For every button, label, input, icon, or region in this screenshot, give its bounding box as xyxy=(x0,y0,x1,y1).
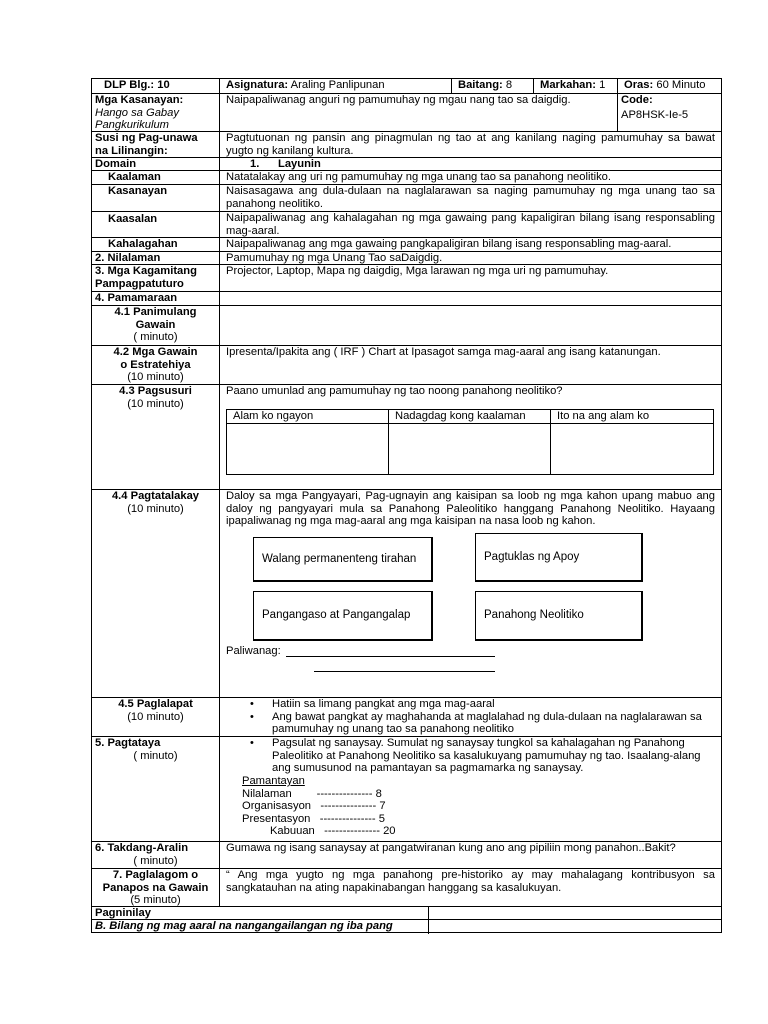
oras-cell xyxy=(618,79,721,93)
oras-value: 60 Minuto xyxy=(656,79,706,91)
kaalaman-label: Kaalaman xyxy=(92,171,220,184)
flow-box-pangangaso: Pangangaso at Pangangalap xyxy=(253,591,433,641)
s44-label-cell xyxy=(92,490,220,697)
rubric xyxy=(242,775,396,838)
domain-label: Domain xyxy=(92,158,220,170)
nilalaman-text: Pamumuhay ng mga Unang Tao saDaigdig. xyxy=(226,252,443,264)
kagamitan-label-2: Pampagpatuturo xyxy=(95,277,184,290)
kasanayan-sub1: Hango sa Gabay xyxy=(95,106,179,119)
kahalagahan-label: Kahalagahan xyxy=(92,238,220,251)
s41-label-2: Gawain xyxy=(135,318,176,331)
kasanayan-domain-row xyxy=(92,185,721,212)
s6-row xyxy=(92,842,721,869)
s5-label-1: 5. Pagtataya xyxy=(95,737,161,749)
rubric-organisasyon: Organisasyon --------------- 7 xyxy=(242,800,386,812)
s44-label-1: 4.4 Pagtatalakay xyxy=(111,490,200,502)
baitang-label: Baitang: xyxy=(458,79,503,91)
flow-box-pagtuklas-apoy: Pagtuklas ng Apoy xyxy=(475,533,643,582)
s44-label-2: (10 minuto) xyxy=(127,502,184,515)
baitang-cell xyxy=(452,79,534,93)
s7-text: “ Ang mga yugto ng mga panahong pre-historiko ay may mahalagang kontribusyon sa sangkatauhan na ating napakinabangan hanggang sa kasalukuyan. xyxy=(226,869,715,894)
baitang-value: 8 xyxy=(505,79,513,91)
nilalaman-label: 2. Nilalaman xyxy=(92,252,220,264)
kasanayan-label: Mga Kasanayan: xyxy=(95,94,184,106)
irf-chart xyxy=(226,409,714,475)
s45-label-2: (10 minuto) xyxy=(127,710,184,723)
rubric-nilalaman: Nilalaman --------------- 8 xyxy=(242,787,382,800)
s45-label-cell xyxy=(92,698,220,736)
domain-row xyxy=(92,158,721,171)
paliwanag-line-1[interactable] xyxy=(286,656,495,657)
dlp-number: DLP Blg.: 10 xyxy=(104,79,170,91)
s42-label-2: o Estratehiya xyxy=(120,358,191,371)
s7-label-2: Panapos na Gawain xyxy=(102,881,209,894)
layunin-heading: 1. Layunin xyxy=(250,158,321,170)
flow-box-panahong-neolitiko: Panahong Neolitiko xyxy=(475,591,643,641)
paliwanag-line-2[interactable] xyxy=(314,671,495,672)
header-row xyxy=(92,79,721,94)
rubric-kabuuan: Kabuuan --------------- 20 xyxy=(242,825,396,837)
susi-row xyxy=(92,132,721,158)
markahan-cell xyxy=(534,79,618,93)
s44-row xyxy=(92,490,721,698)
s42-label-1: 4.2 Mga Gawain xyxy=(113,346,198,358)
asignatura-value: Araling Panlipunan xyxy=(290,79,385,91)
s45-item-2: • Ang bawat pangkat ay maghahanda at maglalahad ng dula-dulaan na naglalarawan sa pamumuhay ng unang tao sa panahong neolitiko xyxy=(220,711,715,736)
asignatura-cell xyxy=(220,79,452,93)
pamamaraan-label: 4. Pamamaraan xyxy=(92,292,220,305)
kasanayan-row xyxy=(92,94,721,132)
s44-content xyxy=(220,490,721,697)
s7-label-3: (5 minuto) xyxy=(130,894,181,906)
s7-label-1: 7. Paglalagom o xyxy=(112,869,199,881)
rubric-title: Pamantayan xyxy=(242,775,305,787)
kagamitan-label-1: 3. Mga Kagamitang xyxy=(95,265,197,277)
kasanayan-label-cell xyxy=(92,94,220,131)
susi-label-1: Susi ng Pag-unawa xyxy=(95,132,198,144)
bilang-value[interactable] xyxy=(429,920,721,934)
kaasalan-row xyxy=(92,212,721,238)
s42-label-cell xyxy=(92,346,220,384)
s7-row xyxy=(92,869,721,907)
s6-label-cell xyxy=(92,842,220,868)
kasanayan-text: Naipapaliwanag anguri ng pamumuhay ng mgau nang tao sa daigdig. xyxy=(226,94,571,106)
s45-row xyxy=(92,698,721,737)
s41-label-1: 4.1 Panimulang xyxy=(114,306,197,318)
pagninilay-value[interactable] xyxy=(429,907,721,919)
s5-item: • Pagsulat ng sanaysay. Sumulat ng sanaysay tungkol sa kahalagahan ng Panahong Paleolitiko at Panahong Neolitiko sa kasalukuyang pamumuhay ng tao. Isaalang-alang ang sumusunod na pamantayan sa pagmamarka ng sanaysay. xyxy=(220,737,715,775)
s43-question: Paano umunlad ang pamumuhay ng tao noong panahong neolitiko? xyxy=(226,385,563,397)
kasanayan-domain-text: Naisasagawa ang dula-dulaan na naglalarawan sa naging pamumuhay ng mga unang tao sa panahong neolitiko. xyxy=(226,185,715,210)
s43-row xyxy=(92,385,721,490)
susi-label-2: na Lilinangin: xyxy=(95,144,168,157)
s42-label-3: (10 minuto) xyxy=(127,371,184,383)
s6-label-2: ( minuto) xyxy=(133,854,178,867)
bilang-row xyxy=(92,920,721,934)
s43-label-1: 4.3 Pagsusuri xyxy=(119,385,192,397)
code-label: Code: xyxy=(621,94,653,106)
irf-header-ito-na: Ito na ang alam ko xyxy=(551,410,713,424)
kasanayan-domain-label: Kasanayan xyxy=(92,185,220,211)
nilalaman-row xyxy=(92,252,721,265)
lesson-plan-table xyxy=(91,78,722,933)
code-cell xyxy=(618,94,721,131)
kasanayan-sub2: Pangkurikulum xyxy=(95,119,169,131)
flow-box-walang-tirahan: Walang permanenteng tirahan xyxy=(253,537,433,582)
kagamitan-text: Projector, Laptop, Mapa ng daigdig, Mga larawan ng mga uri ng pamumuhay. xyxy=(226,265,609,277)
paliwanag-label: Paliwanag: xyxy=(226,645,281,657)
s41-label-3: ( minuto) xyxy=(133,331,178,343)
s43-content xyxy=(220,385,721,489)
s43-label-2: (10 minuto) xyxy=(127,397,184,410)
pamamaraan-row xyxy=(92,292,721,306)
s42-row xyxy=(92,346,721,385)
kaasalan-label: Kaasalan xyxy=(92,212,220,237)
pagninilay-label: Pagninilay xyxy=(92,907,429,919)
dlp-number-cell xyxy=(92,79,220,93)
irf-cell-alam[interactable] xyxy=(227,424,389,474)
s45-item-1: • Hatiin sa limang pangkat ang mga mag-aaral xyxy=(220,698,715,711)
s44-text: Daloy sa mga Pangyayari, Pag-ugnayin ang kaisipan sa loob ng mga kahon upang mabuo ang daloy ng pangyayari mula sa Panahong Paleolitiko hanggang Panahong Neolitiko. Hayaang ipapaliwanag ng mga mag-aaral ang mga kaisipan na nasa loob ng kahon. xyxy=(226,490,715,527)
rubric-presentasyon: Presentasyon --------------- 5 xyxy=(242,812,385,825)
kagamitan-row xyxy=(92,265,721,292)
oras-label: Oras: xyxy=(624,79,654,91)
s45-content xyxy=(220,698,721,736)
code-value: AP8HSK-Ie-5 xyxy=(621,108,689,121)
bilang-label: B. Bilang ng mag aaral na nangangailangan ng iba pang xyxy=(92,920,429,934)
s45-label-1: 4.5 Paglalapat xyxy=(118,698,193,710)
kaasalan-text: Naipapaliwanag ang kahalagahan ng mga gawaing pang kapaligiran bilang isang responsabling mag-aaral. xyxy=(226,212,715,237)
pagninilay-row xyxy=(92,907,721,920)
s43-label-cell xyxy=(92,385,220,489)
s5-row xyxy=(92,737,721,842)
s7-label-cell xyxy=(92,869,220,906)
s6-label-1: 6. Takdang-Aralin xyxy=(95,842,189,854)
markahan-label: Markahan: xyxy=(540,79,596,91)
kahalagahan-text: Naipapaliwanag ang mga gawaing pangkapaligiran bilang isang responsabling mag-aaral. xyxy=(226,238,672,250)
s45-list xyxy=(220,698,715,736)
markahan-value: 1 xyxy=(599,79,606,91)
kahalagahan-row xyxy=(92,238,721,252)
kagamitan-label-cell xyxy=(92,265,220,291)
irf-cell-nadagdag[interactable] xyxy=(389,424,551,474)
kaalaman-row xyxy=(92,171,721,185)
susi-text: Pagtutuonan ng pansin ang pinagmulan ng tao at ang kanilang naging pamumuhay sa bawat yugto ng kanilang kultura. xyxy=(226,132,715,157)
s5-label-cell xyxy=(92,737,220,841)
susi-label-cell xyxy=(92,132,220,157)
s5-content xyxy=(220,737,721,841)
irf-cell-ito-na[interactable] xyxy=(551,424,713,474)
pamamaraan-empty xyxy=(220,292,721,305)
s41-empty xyxy=(220,306,721,345)
irf-header-nadagdag: Nadagdag kong kaalaman xyxy=(389,410,551,424)
s5-list xyxy=(220,737,715,775)
kaalaman-text: Natatalakay ang uri ng pamumuhay ng mga unang tao sa panahong neolitiko. xyxy=(226,171,611,183)
s41-label-cell xyxy=(92,306,220,345)
s42-text: Ipresenta/Ipakita ang ( IRF ) Chart at Ipasagot samga mag-aaral ang isang katanungan. xyxy=(226,346,661,358)
s6-text: Gumawa ng isang sanaysay at pangatwiranan kung ano ang pipiliin mong panahon..Bakit? xyxy=(226,842,676,854)
asignatura-label: Asignatura: xyxy=(226,79,289,91)
kasanayan-text-cell xyxy=(220,94,618,131)
irf-header-alam: Alam ko ngayon xyxy=(227,410,389,424)
s5-label-2: ( minuto) xyxy=(133,749,178,762)
s41-row xyxy=(92,306,721,346)
